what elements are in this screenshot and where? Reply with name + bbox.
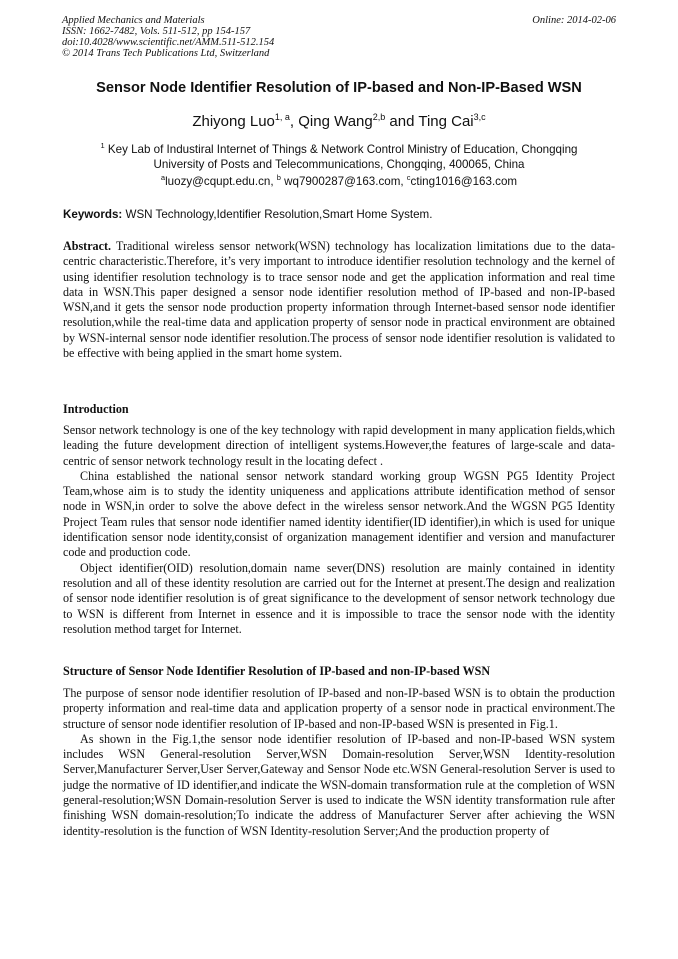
section-heading-structure: Structure of Sensor Node Identifier Resolution of IP-based and non-IP-based WSN xyxy=(63,664,491,678)
email: luozy@cqupt.edu.cn, xyxy=(165,174,277,188)
abstract-paragraph xyxy=(63,239,615,361)
keywords-text: WSN Technology,Identifier Resolution,Smart Home System. xyxy=(122,208,433,221)
author-name: Qing Wang xyxy=(298,113,373,130)
copyright-line: © 2014 Trans Tech Publications Ltd, Switzerland xyxy=(62,48,270,59)
affiliation-line-1 xyxy=(40,138,638,157)
author-name: Ting Cai xyxy=(418,113,474,130)
email-sup: c xyxy=(406,173,411,182)
author-sep: , xyxy=(289,113,299,130)
intro-paragraph-2: China established the national sensor network standard working group WGSN PG5 Identity Project Team,whose aim is to study the identity uniqueness and applications attribute identification method of sensor node in WSN,in order to solve the above defect in the wireless sensor network.And the WGSN PG5 Identity Project Team rules that sensor node identifier named identity identifier(ID identifier),in which is used for unique identification sensor node identity,consist of organization management identifier and version and manufacturer code and production code. xyxy=(63,468,615,560)
affiliation-text: Key Lab of Industiral Internet of Things & Network Control Ministry of Education, Chongqing xyxy=(104,142,578,156)
email-sup: a xyxy=(160,173,166,182)
keywords-label: Keywords: xyxy=(63,208,123,221)
issn-line: ISSN: 1662-7482, Vols. 511-512, pp 154-157 xyxy=(62,26,251,37)
journal-name: Applied Mechanics and Materials xyxy=(62,15,205,26)
intro-paragraph-3: Object identifier(OID) resolution,domain name sever(DNS) resolution are mainly contained in identity resolution and all of these identity resolution are carried out for the Internet at present.The design and realization of sensor node identifier resolution is of great significance to the development of sensor network technology due to WSN is different from Internet in essence and it is impossible to trace the sensor node with the identity resolution method target for Internet. xyxy=(63,560,615,636)
author-name: Zhiyong Luo xyxy=(192,113,275,130)
abstract-text: Traditional wireless sensor network(WSN) technology has localization limitations due to the data-centric characteristic.Therefore, it’s very important to introduce identifier resolution technology and the kernel of using identifier resolution technology is to trace sensor node and get the application information and real time data in WSN.This paper designed a sensor node identifier resolution method of IP-based and non-IP-based WSN,and it gets the sensor node production property information through Internet-based sensor node identifier resolution,while the real-time data and application property of sensor node in practical environment are obtained by WSN-internal sensor node identifier resolution.The process of sensor node identifier resolution is validated to be effective with being applied in the smart home system. xyxy=(63,239,615,361)
email: wq7900287@163.com, xyxy=(280,174,407,188)
author-sep: and xyxy=(385,113,419,130)
email: cting1016@163.com xyxy=(410,174,518,188)
keywords xyxy=(63,208,615,221)
structure-section xyxy=(63,686,615,839)
section-heading-introduction: Introduction xyxy=(63,402,129,416)
email-sup: b xyxy=(276,173,281,182)
affiliation xyxy=(40,138,638,172)
author-sup: 3,c xyxy=(473,112,486,122)
introduction-section xyxy=(63,423,615,637)
doi-line: doi:10.4028/www.scientific.net/AMM.511-512.154 xyxy=(62,37,275,48)
journal-header xyxy=(62,15,616,59)
structure-paragraph-2: As shown in the Fig.1,the sensor node identifier resolution of IP-based and non-IP-based WSN system includes WSN General-resolution Server,WSN Domain-resolution Server,WSN Identity-resolution Server,Manufacturer Server,User Server,Gateway and Sensor Node etc.WSN General-resolution Server is used to judge the normative of ID identifier,and indicate the WSN-domain transformation rule at the completion of WSN general-resolution;WSN Domain-resolution Server is used to indicate the WSN identity transformation rule after finishing WSN domain-resolution;To indicate the address of Manufacturer Server after achieving the WSN identity-resolution is the function of WSN Identity-resolution Server;And the production property of xyxy=(63,731,615,838)
intro-paragraph-1: Sensor network technology is one of the key technology with rapid development in many application fields,which leading the future development direction of intelligent systems.However,the features of large-scale and data-centric of sensor network technology result in the locating defect . xyxy=(63,423,615,468)
author-emails xyxy=(40,173,638,188)
structure-paragraph-1: The purpose of sensor node identifier resolution of IP-based and non-IP-based WSN is to obtain the production property information and real-time data and application property of a sensor node in practical environment.The structure of sensor node identifier resolution of IP-based and non-IP-based WSN is presented in Fig.1. xyxy=(63,686,615,731)
affiliation-sup: 1 xyxy=(100,141,105,150)
online-date: Online: 2014-02-06 xyxy=(532,15,616,26)
author-list xyxy=(40,112,638,130)
abstract-label: Abstract. xyxy=(63,239,112,253)
author-sup: 1, a xyxy=(274,112,290,122)
abstract xyxy=(63,239,615,361)
paper-title: Sensor Node Identifier Resolution of IP-based and Non-IP-Based WSN xyxy=(96,80,582,96)
affiliation-line-2: University of Posts and Telecommunications, Chongqing, 400065, China xyxy=(153,157,525,171)
author-sup: 2,b xyxy=(372,112,386,122)
